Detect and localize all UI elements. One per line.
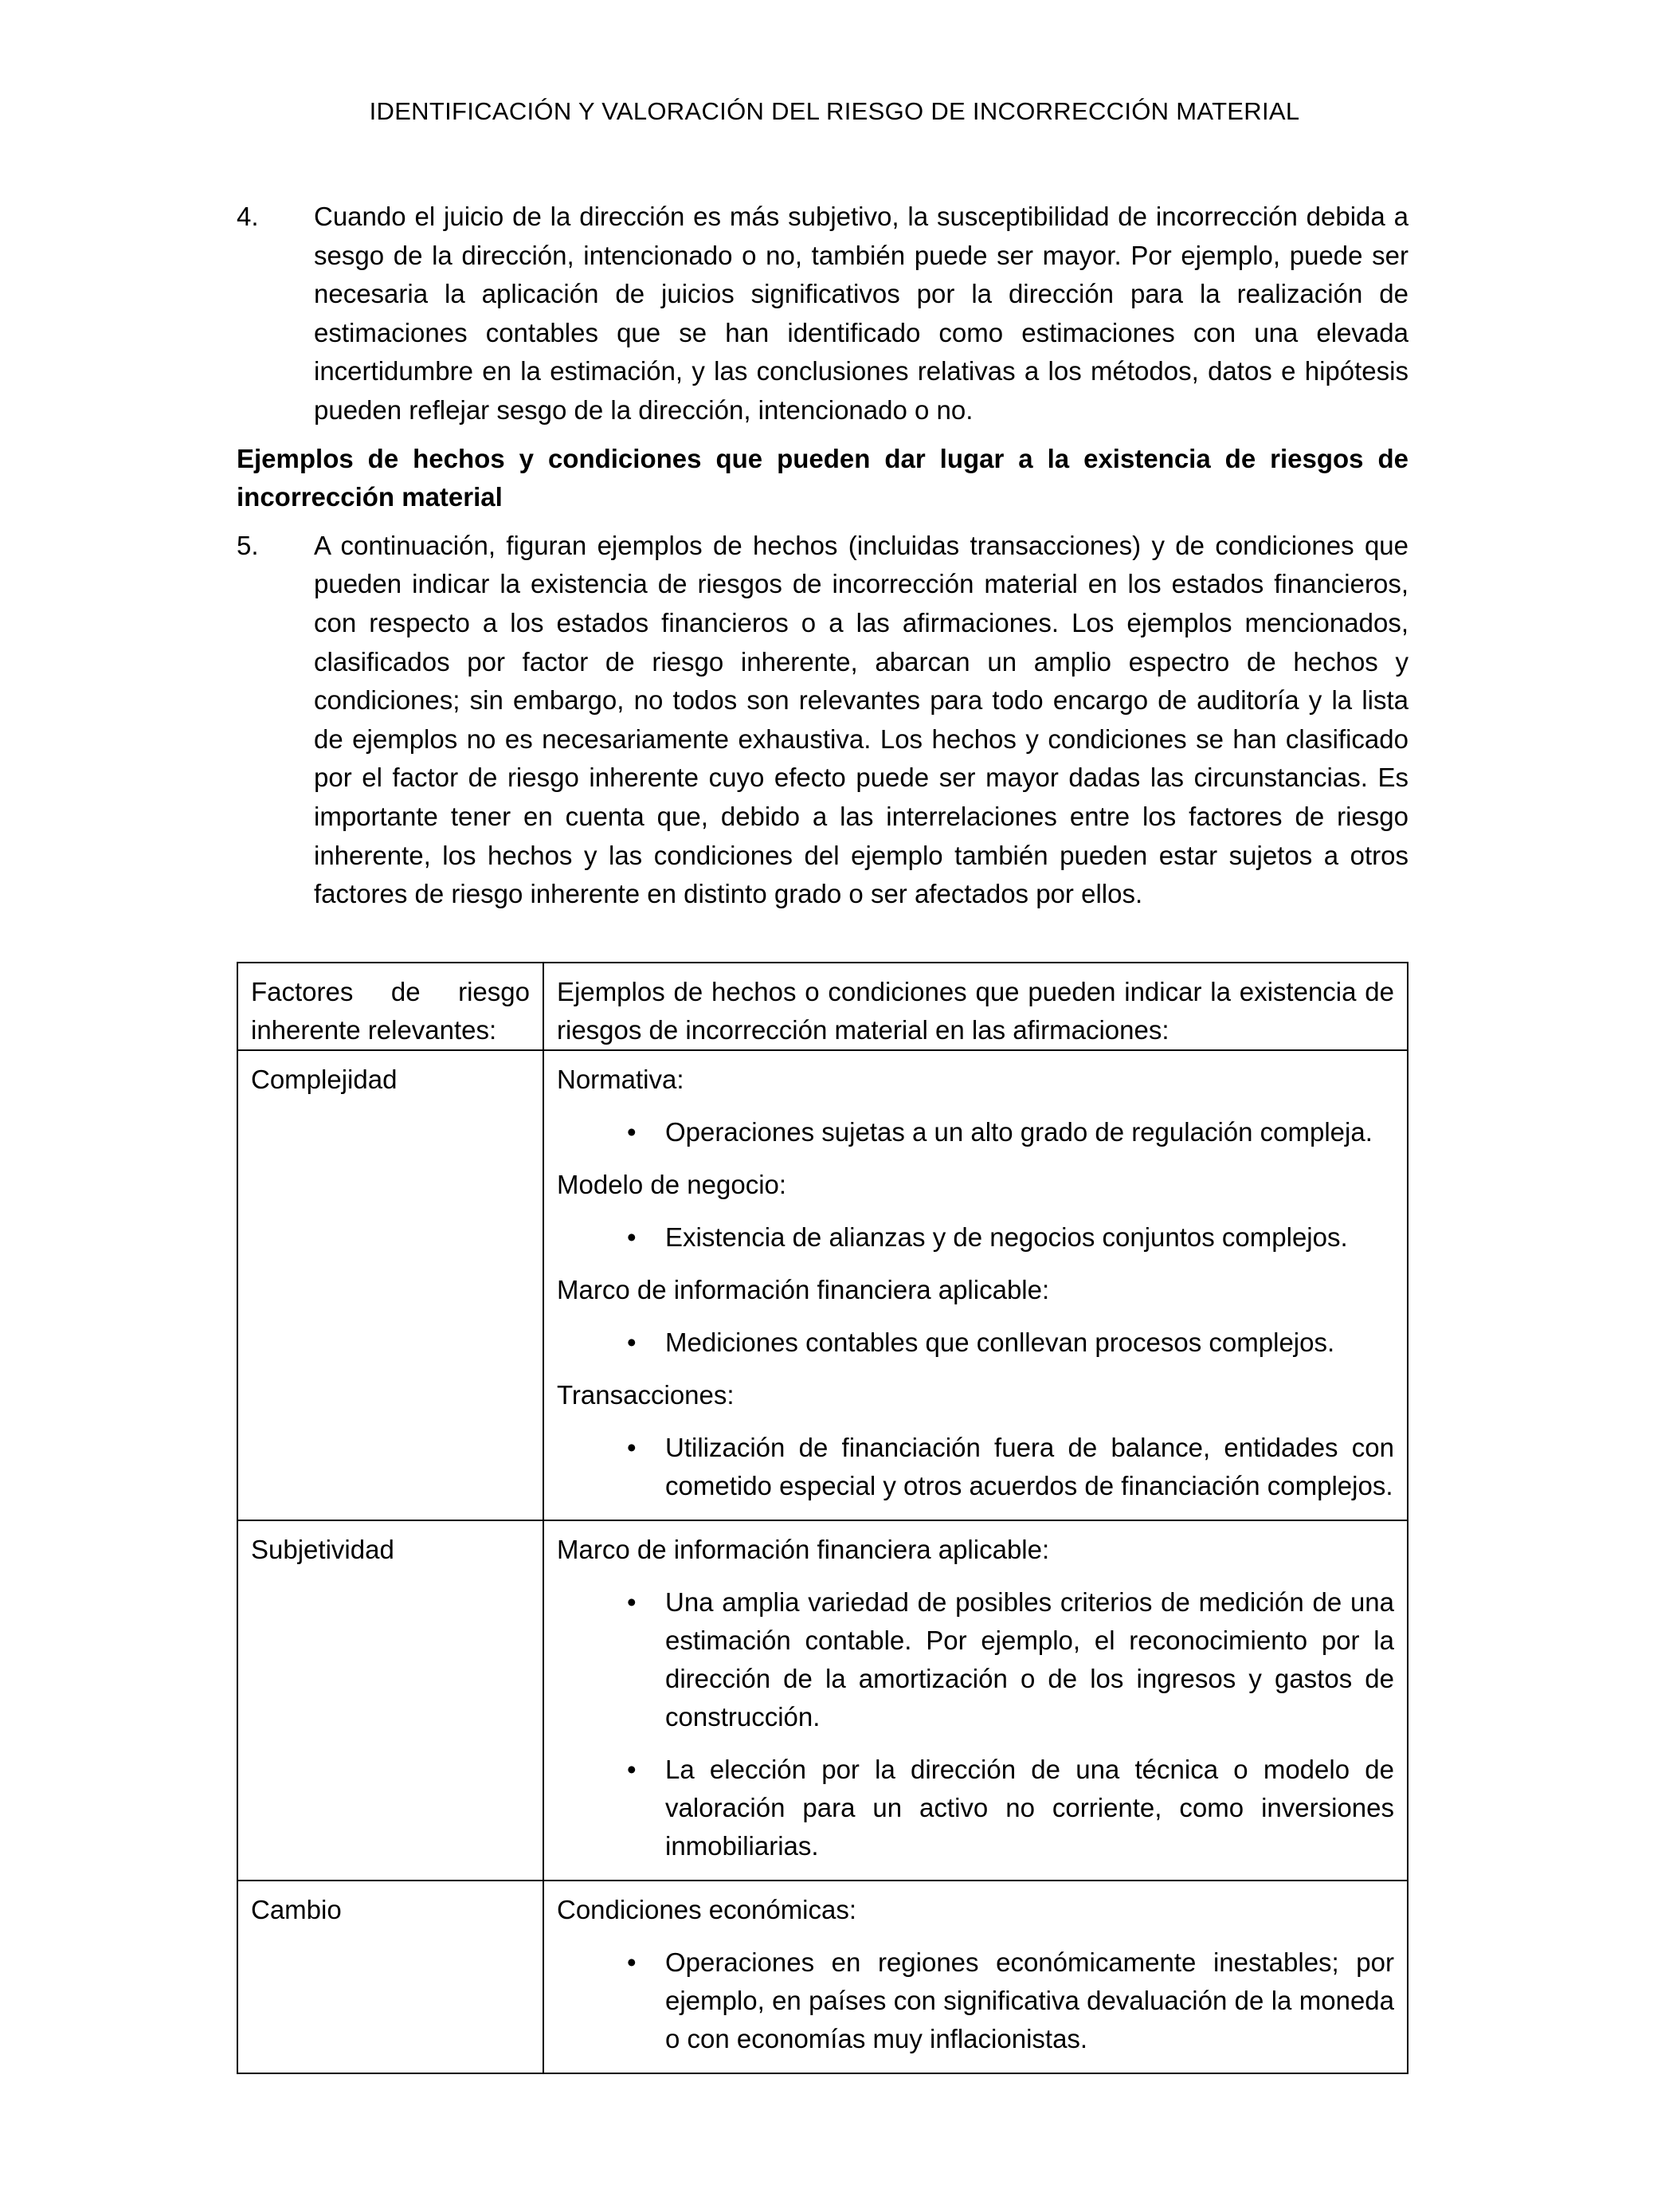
paragraph-5 xyxy=(237,527,1408,914)
section-heading: Ejemplos de hechos y condiciones que pueden dar lugar a la existencia de riesgos de incorrección material xyxy=(237,443,1408,512)
paragraph-number: 4. xyxy=(237,202,259,231)
bullet-list xyxy=(557,1113,1394,1151)
list-item xyxy=(557,1583,1394,1736)
table-row xyxy=(237,1050,1408,1520)
factor-cell: Subjetividad xyxy=(237,1520,543,1881)
paragraph-text: Cuando el juicio de la dirección es más subjetivo, la susceptibilidad de incorrección debida a sesgo de la dirección, intencionado o no, también puede ser mayor. Por ejemplo, puede ser necesaria la aplicación de juicios significativos por la dirección para la realización de estimaciones contables que se han identificado como estimaciones con una elevada incertidumbre en la estimación, y las conclusiones relativas a los métodos, datos e hipótesis pueden reflejar sesgo de la dirección, intencionado o no. xyxy=(314,202,1408,425)
list-item xyxy=(557,1113,1394,1151)
examples-cell xyxy=(543,1050,1408,1520)
list-item-text: Una amplia variedad de posibles criterios de medición de una estimación contable. Por ejemplo, el reconocimiento por la dirección de la amortización o de los ingresos y gastos de construcción. xyxy=(665,1587,1394,1732)
list-item-text: Operaciones sujetas a un alto grado de regulación compleja. xyxy=(665,1117,1373,1147)
bullet-icon: • xyxy=(627,1222,637,1252)
table-row xyxy=(237,1881,1408,2073)
group-label: Transacciones: xyxy=(557,1380,735,1410)
list-item xyxy=(557,1218,1394,1257)
group-label: Condiciones económicas: xyxy=(557,1895,857,1924)
page-header: IDENTIFICACIÓN Y VALORACIÓN DEL RIESGO DE INCORRECCIÓN MATERIAL xyxy=(369,97,1300,125)
bullet-icon: • xyxy=(627,1117,637,1147)
header-cell-factors: Factores de riesgo inherente relevantes: xyxy=(237,963,543,1050)
bullet-list xyxy=(557,1583,1394,1865)
bullet-icon: • xyxy=(627,1328,637,1357)
list-item xyxy=(557,1429,1394,1505)
examples-cell xyxy=(543,1520,1408,1881)
header-cell-examples: Ejemplos de hechos o condiciones que pueden indicar la existencia de riesgos de incorrección material en las afirmaciones: xyxy=(543,963,1408,1050)
examples-cell xyxy=(543,1881,1408,2073)
bullet-list xyxy=(557,1429,1394,1505)
bullet-icon: • xyxy=(627,1755,637,1784)
list-item-text: Existencia de alianzas y de negocios conjuntos complejos. xyxy=(665,1222,1348,1252)
list-item-text: Operaciones en regiones económicamente inestables; por ejemplo, en países con significativa devaluación de la moneda o con economías muy inflacionistas. xyxy=(665,1947,1394,2053)
list-item xyxy=(557,1943,1394,2058)
risk-factors-table xyxy=(237,962,1408,2074)
factor-cell: Cambio xyxy=(237,1881,543,2073)
paragraph-number: 5. xyxy=(237,530,259,560)
group-label: Marco de información financiera aplicable: xyxy=(557,1275,1050,1304)
paragraph-text: A continuación, figuran ejemplos de hechos (incluidas transacciones) y de condiciones que pueden indicar la existencia de riesgos de incorrección material en los estados financieros, con respecto a los estados financieros o a las afirmaciones. Los ejemplos mencionados, clasificados por factor de riesgo inherente, abarcan un amplio espectro de hechos y condiciones; sin embargo, no todos son relevantes para todo encargo de auditoría y la lista de ejemplos no es necesariamente exhaustiva. Los hechos y condiciones se han clasificado por el factor de riesgo inherente cuyo efecto puede ser mayor dadas las circunstancias. Es importante tener en cuenta que, debido a las interrelaciones entre los factores de riesgo inherente, los hechos y las condiciones del ejemplo también pueden estar sujetos a otros factores de riesgo inherente en distinto grado o ser afectados por ellos. xyxy=(314,530,1408,909)
list-item-text: La elección por la dirección de una técnica o modelo de valoración para un activo no corriente, como inversiones inmobiliarias. xyxy=(665,1755,1394,1861)
list-item xyxy=(557,1324,1394,1362)
document-body xyxy=(237,198,1408,914)
group-label: Normativa: xyxy=(557,1065,684,1094)
table-header-row xyxy=(237,963,1408,1050)
bullet-list xyxy=(557,1943,1394,2058)
table-row xyxy=(237,1520,1408,1881)
list-item-text: Utilización de financiación fuera de balance, entidades con cometido especial y otros acuerdos de financiación complejos. xyxy=(665,1433,1394,1500)
list-item xyxy=(557,1751,1394,1865)
list-item-text: Mediciones contables que conllevan procesos complejos. xyxy=(665,1328,1335,1357)
bullet-icon: • xyxy=(627,1947,637,1977)
bullet-icon: • xyxy=(627,1433,637,1462)
paragraph-4 xyxy=(237,198,1408,430)
group-label: Marco de información financiera aplicable: xyxy=(557,1535,1050,1564)
factor-cell: Complejidad xyxy=(237,1050,543,1520)
bullet-list xyxy=(557,1324,1394,1362)
group-label: Modelo de negocio: xyxy=(557,1170,787,1199)
bullet-icon: • xyxy=(627,1587,637,1617)
bullet-list xyxy=(557,1218,1394,1257)
